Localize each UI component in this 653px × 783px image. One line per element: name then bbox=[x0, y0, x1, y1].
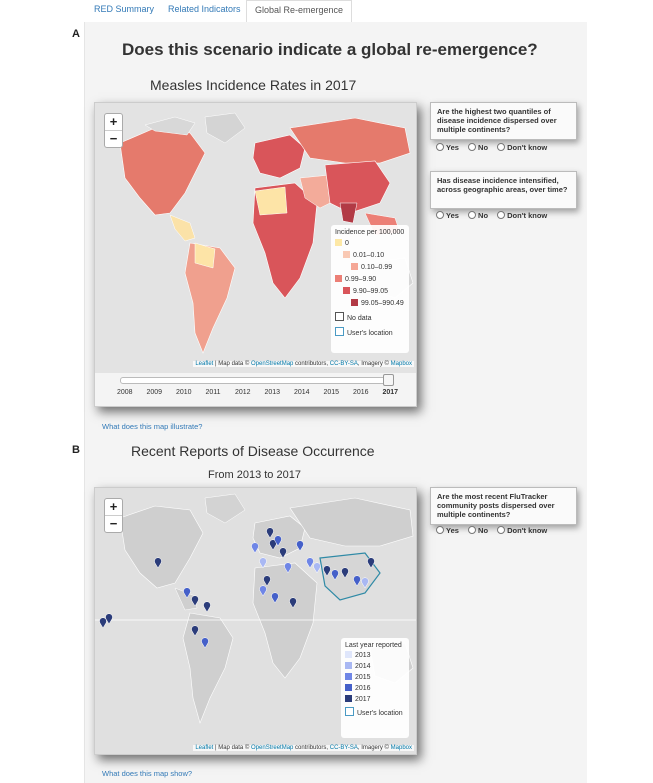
option-no[interactable] bbox=[468, 526, 488, 535]
radio-dont-know[interactable] bbox=[497, 143, 505, 151]
attribution-text: | Map data © bbox=[215, 361, 250, 367]
license-link[interactable]: CC-BY-SA bbox=[329, 745, 358, 751]
tab-related-indicators[interactable]: Related Indicators bbox=[168, 4, 241, 14]
tab-bar bbox=[84, 0, 586, 23]
question-a1: Are the highest two quantiles of disease incidence dispersed over multiple continents? bbox=[430, 102, 577, 140]
legend-label: 0 bbox=[345, 240, 349, 247]
legend-label: 2015 bbox=[355, 674, 371, 681]
leaflet-link[interactable]: Leaflet bbox=[195, 361, 214, 367]
option-yes-label: Yes bbox=[446, 526, 459, 535]
zoom-out-button[interactable]: − bbox=[105, 515, 122, 532]
attribution-text: , Imagery © bbox=[357, 745, 389, 751]
legend-item bbox=[345, 684, 405, 693]
legend-swatch bbox=[343, 287, 350, 294]
map-b-subtitle: From 2013 to 2017 bbox=[208, 469, 301, 481]
legend-item bbox=[335, 299, 405, 308]
map-b-attribution bbox=[193, 745, 414, 751]
osm-link[interactable]: OpenStreetMap bbox=[251, 361, 294, 367]
radio-no[interactable] bbox=[468, 143, 476, 151]
legend-label: User's location bbox=[347, 330, 393, 337]
legend-swatch bbox=[335, 312, 344, 321]
timeline-year-2012[interactable]: 2012 bbox=[235, 389, 251, 396]
radio-no[interactable] bbox=[468, 211, 476, 219]
option-yes-label: Yes bbox=[446, 211, 459, 220]
legend-item bbox=[335, 312, 405, 323]
legend-items bbox=[335, 239, 405, 338]
timeline-year-2010[interactable]: 2010 bbox=[176, 389, 192, 396]
attribution-text: contributors, bbox=[295, 361, 329, 367]
legend-items bbox=[345, 651, 405, 718]
legend-swatch bbox=[351, 299, 358, 306]
timeline-handle[interactable] bbox=[383, 374, 394, 386]
osm-link[interactable]: OpenStreetMap bbox=[251, 745, 294, 751]
radio-yes[interactable] bbox=[436, 526, 444, 534]
option-no-label: No bbox=[478, 143, 489, 152]
question-b1-options bbox=[436, 526, 554, 535]
legend-label: 2016 bbox=[355, 685, 371, 692]
legend-item bbox=[345, 662, 405, 671]
legend-label: 99.05–990.49 bbox=[361, 300, 404, 307]
attribution-text: contributors, bbox=[295, 745, 329, 751]
legend-swatch bbox=[345, 651, 352, 658]
legend-swatch bbox=[351, 263, 358, 270]
legend-label: 2017 bbox=[355, 696, 371, 703]
legend-title: Incidence per 100,000 bbox=[335, 229, 405, 236]
legend-item bbox=[335, 251, 405, 260]
year-timeline bbox=[95, 373, 416, 406]
legend-swatch bbox=[345, 673, 352, 680]
legend-item bbox=[345, 651, 405, 660]
legend-item bbox=[335, 287, 405, 296]
map-a-explainer-link[interactable]: What does this map illustrate? bbox=[102, 422, 203, 431]
map-a-zoom-control bbox=[104, 113, 123, 148]
option-yes-label: Yes bbox=[446, 143, 459, 152]
legend-swatch bbox=[335, 327, 344, 336]
leaflet-link[interactable]: Leaflet bbox=[195, 745, 214, 751]
timeline-year-2009[interactable]: 2009 bbox=[146, 389, 163, 396]
option-dont-know[interactable] bbox=[497, 143, 547, 152]
legend-item bbox=[345, 673, 405, 682]
legend-label: User's location bbox=[357, 710, 403, 717]
section-b-label: B bbox=[72, 444, 80, 456]
legend-swatch bbox=[343, 251, 350, 258]
legend-label: 2014 bbox=[355, 663, 371, 670]
map-b-explainer-link[interactable]: What does this map show? bbox=[102, 769, 193, 778]
timeline-year-2008[interactable]: 2008 bbox=[117, 389, 133, 396]
legend-item bbox=[335, 239, 405, 248]
legend-label: 0.99–9.90 bbox=[345, 276, 377, 283]
legend-item bbox=[345, 695, 405, 704]
legend-swatch bbox=[345, 662, 352, 669]
map-b-title: Recent Reports of Disease Occurrence bbox=[131, 443, 375, 459]
legend-item bbox=[345, 707, 405, 718]
zoom-in-button[interactable]: + bbox=[109, 114, 118, 129]
question-b1: Are the most recent FluTracker community posts dispersed over multiple continents? bbox=[430, 487, 577, 525]
timeline-year-2016[interactable]: 2016 bbox=[353, 389, 369, 396]
option-dont-know-label: Don't know bbox=[507, 211, 548, 220]
legend-label: No data bbox=[347, 315, 372, 322]
option-yes[interactable] bbox=[436, 211, 459, 220]
tab-global-reemergence[interactable]: Global Re-emergence bbox=[246, 0, 352, 23]
option-no-label: No bbox=[478, 526, 489, 535]
radio-dont-know[interactable] bbox=[497, 526, 505, 534]
timeline-year-2013[interactable]: 2013 bbox=[264, 389, 281, 396]
mapbox-link[interactable]: Mapbox bbox=[390, 361, 412, 367]
incidence-map[interactable] bbox=[94, 102, 417, 407]
attribution-text: , Imagery © bbox=[357, 361, 389, 367]
legend-title: Last year reported bbox=[345, 642, 402, 649]
option-no[interactable] bbox=[468, 211, 488, 220]
attribution-text: | Map data © bbox=[215, 745, 250, 751]
map-b-zoom-control bbox=[104, 498, 123, 533]
option-yes[interactable] bbox=[436, 143, 459, 152]
timeline-year-2015[interactable]: 2015 bbox=[323, 389, 340, 396]
map-b-legend bbox=[341, 638, 409, 738]
legend-label: 0.10–0.99 bbox=[361, 264, 393, 271]
option-yes[interactable] bbox=[436, 526, 459, 535]
option-dont-know-label: Don't know bbox=[507, 143, 548, 152]
option-dont-know[interactable] bbox=[497, 211, 547, 220]
license-link[interactable]: CC-BY-SA bbox=[329, 361, 358, 367]
legend-swatch bbox=[335, 275, 342, 282]
radio-no[interactable] bbox=[468, 526, 476, 534]
legend-swatch bbox=[345, 695, 352, 702]
legend-swatch bbox=[345, 707, 354, 716]
reports-map[interactable] bbox=[94, 487, 417, 755]
map-a-legend bbox=[331, 225, 409, 353]
timeline-year-2011[interactable]: 2011 bbox=[205, 389, 221, 396]
legend-swatch bbox=[345, 684, 352, 691]
timeline-year-2017[interactable]: 2017 bbox=[382, 389, 399, 396]
legend-label: 9.90–99.05 bbox=[353, 288, 389, 295]
radio-yes[interactable] bbox=[436, 143, 444, 151]
legend-swatch bbox=[335, 239, 342, 246]
option-no[interactable] bbox=[468, 143, 488, 152]
option-no-label: No bbox=[478, 211, 489, 220]
map-a-title: Measles Incidence Rates in 2017 bbox=[150, 77, 357, 93]
legend-item bbox=[335, 263, 405, 272]
tab-red-summary[interactable]: RED Summary bbox=[94, 4, 155, 14]
legend-item bbox=[335, 275, 405, 284]
question-a2-options bbox=[436, 211, 554, 220]
question-a1-options bbox=[436, 143, 554, 152]
option-dont-know-label: Don't know bbox=[507, 526, 548, 535]
legend-item bbox=[335, 327, 405, 338]
question-a2: Has disease incidence intensified, across geographic areas, over time? bbox=[430, 171, 577, 209]
radio-yes[interactable] bbox=[436, 211, 444, 219]
section-a-label: A bbox=[72, 28, 80, 40]
timeline-year-2014[interactable]: 2014 bbox=[294, 389, 310, 396]
mapbox-link[interactable]: Mapbox bbox=[390, 745, 412, 751]
radio-dont-know[interactable] bbox=[497, 211, 505, 219]
zoom-out-button[interactable]: − bbox=[105, 130, 122, 147]
legend-label: 2013 bbox=[355, 652, 371, 659]
legend-label: 0.01–0.10 bbox=[353, 252, 385, 259]
zoom-in-button[interactable]: + bbox=[109, 499, 118, 514]
page-heading: Does this scenario indicate a global re-emergence? bbox=[122, 40, 538, 59]
map-a-attribution bbox=[193, 361, 414, 367]
timeline-track[interactable] bbox=[120, 377, 392, 384]
option-dont-know[interactable] bbox=[497, 526, 547, 535]
